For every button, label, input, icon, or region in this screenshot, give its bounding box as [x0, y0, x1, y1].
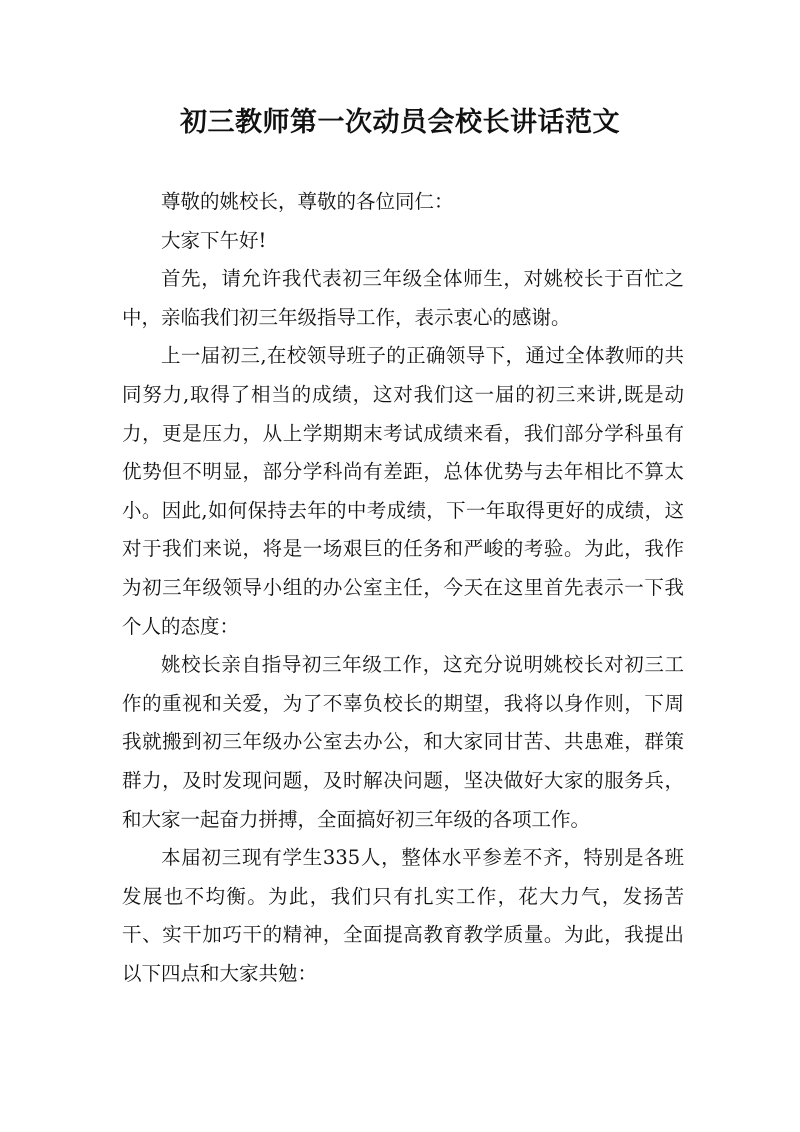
paragraph-students: 本届初三现有学生335人，整体水平参差不齐，特别是各班发展也不均衡。为此，我们只有扎实工作，花大力气，发扬苦干、实干加巧干的精神，全面提高教育教学质量。为此，我提出以下四点和大家共勉： — [122, 846, 684, 985]
paragraph-thanks: 首先，请允许我代表初三年级全体师生，对姚校长于百忙之中，亲临我们初三年级指导工作，表示衷心的感谢。 — [122, 267, 684, 329]
paragraph-commitment: 姚校长亲自指导初三年级工作，这充分说明姚校长对初三工作的重视和关爱，为了不辜负校长的期望，我将以身作则，下周我就搬到初三年级办公室去办公，和大家同甘苦、共患难，群策群力，及时发现问题，及时解决问题，坚决做好大家的服务兵，和大家一起奋力拼搏，全面搞好初三年级的各项工作。 — [122, 653, 684, 831]
paragraph-salutation: 尊敬的姚校长，尊敬的各位同仁： — [161, 190, 454, 213]
document-body — [122, 183, 684, 993]
paragraph-greeting: 大家下午好! — [161, 228, 267, 252]
paragraph-previous-results: 上一届初三,在校领导班子的正确领导下，通过全体教师的共同努力,取得了相当的成绩，这对我们这一届的初三来讲,既是动力，更是压力，从上学期期末考试成绩来看，我们部分学科虽有优势但不明显，部分学科尚有差距，总体优势与去年相比不算太小。因此,如何保持去年的中考成绩，下一年取得更好的成绩，这对于我们来说，将是一场艰巨的任务和严峻的考验。为此，我作为初三年级领导小组的办公室主任，今天在这里首先表示一下我个人的态度： — [122, 344, 684, 638]
document-title: 初三教师第一次动员会校长讲话范文 — [180, 107, 620, 138]
